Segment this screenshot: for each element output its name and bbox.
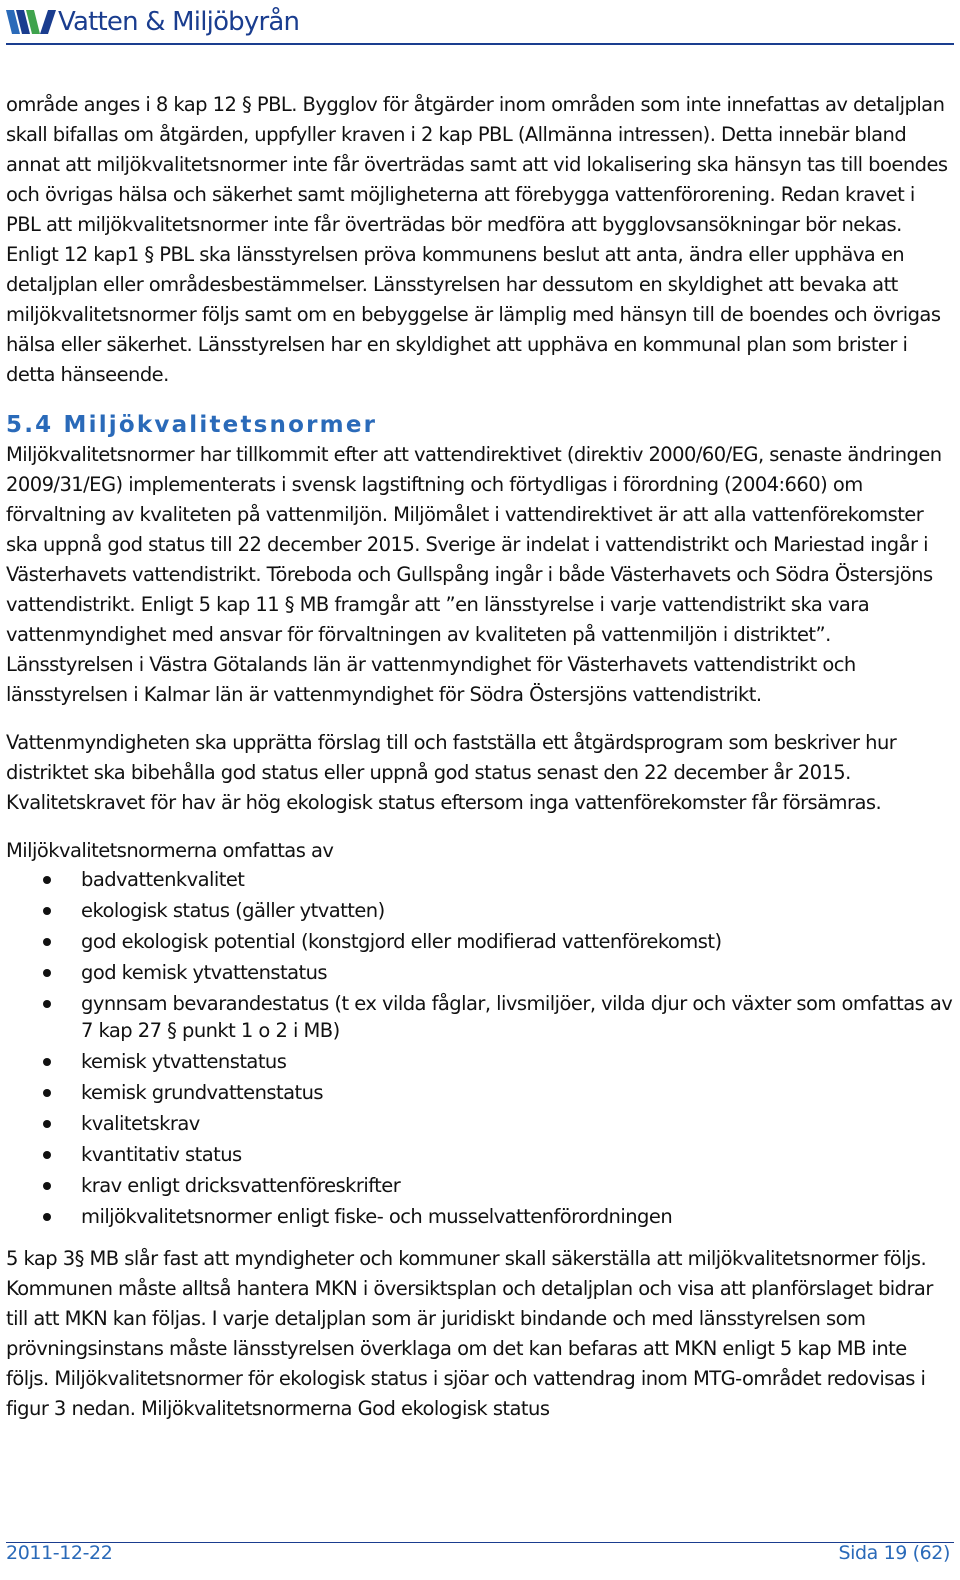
footer-date: 2011-12-22: [6, 1542, 113, 1564]
bullet-icon: [43, 1151, 51, 1159]
paragraph-vattendirektivet: Miljökvalitetsnormer har tillkommit efter att vattendirektivet (direktiv 2000/60/EG, senaste ändringen 2009/31/EG) implementerats i svensk lagstiftning och förtydligas i förordning (2004:660) om förvaltning av kvaliteten på vattenmiljön. Miljömålet i vattendirektivet är att alla vattenförekomster ska uppnå god status till 22 december 2015. Sverige är indelat i vattendistrikt och Mariestad ingår i Västerhavets vattendistrikt. Töreboda och Gullspång ingår i både Västerhavets och Södra Östersjöns vattendistrikt. Enligt 5 kap 11 § MB framgår att ”en länsstyrelse i varje vattendistrikt ska vara vattenmyndighet med ansvar för förvaltningen av kvaliteten på vattenmiljön i distriktet”. Länsstyrelsen i Västra Götalands län är vattenmyndighet för Västerhavets vattendistrikt och länsstyrelsen i Kalmar län är vattenmyndighet för Södra Östersjöns vattendistrikt.: [6, 443, 942, 706]
list-item: gynnsam bevarandestatus (t ex vilda fåglar, livsmiljöer, vilda djur och växter som omfattas av 7 kap 27 § punkt 1 o 2 i MB): [6, 990, 954, 1044]
list-item: god kemisk ytvattenstatus: [6, 959, 954, 986]
footer-divider: [6, 1542, 954, 1543]
list-item: krav enligt dricksvattenföreskrifter: [6, 1172, 954, 1199]
list-item: kvalitetskrav: [6, 1110, 954, 1137]
paragraph-mkn-foljs: 5 kap 3§ MB slår fast att myndigheter och kommuner skall säkerställa att miljökvalitetsnormer följs. Kommunen måste alltså hantera MKN i översiktsplan och detaljplan och visa att planförslaget bidrar till att MKN kan följas. I varje detaljplan som är juridiskt bindande och med länsstyrelsen som prövningsinstans måste länsstyrelsen överklaga om det kan befaras att MKN enligt 5 kap MB inte följs. Miljökvalitetsnormer för ekologisk status i sjöar och vattendrag inom MTG-området redovisas i figur 3 nedan. Miljökvalitetsnormerna God ekologisk status: [6, 1247, 933, 1420]
bullet-icon: [43, 1182, 51, 1190]
list-intro: Miljökvalitetsnormerna omfattas av: [6, 839, 334, 862]
list-item: badvattenkvalitet: [6, 866, 954, 893]
document-body: [6, 90, 954, 1424]
page-header: [0, 0, 960, 48]
paragraph-atgardsprogram: Vattenmyndigheten ska upprätta förslag till och fastställa ett åtgärdsprogram som beskriver hur distriktet ska bibehålla god status eller uppnå god status senast den 22 december år 2015. Kvalitetskravet för hav är hög ekologisk status eftersom inga vattenförekomster får försämras.: [6, 731, 897, 814]
page-number: Sida 19 (62): [838, 1542, 950, 1564]
list-item: god ekologisk potential (konstgjord eller modifierad vattenförekomst): [6, 928, 954, 955]
page-footer: [0, 1538, 960, 1580]
bullet-icon: [43, 1058, 51, 1066]
bullet-icon: [43, 1000, 51, 1008]
bullet-icon: [43, 1213, 51, 1221]
company-logo: [6, 2, 299, 42]
logo-text: Vatten & Miljöbyrån: [58, 7, 300, 37]
paragraph-pbl: område anges i 8 kap 12 § PBL. Bygglov för åtgärder inom områden som inte innefattas av detaljplan skall bifallas om åtgärden, uppfyller kraven i 2 kap PBL (Allmänna intressen). Detta innebär bland annat att miljökvalitetsnormer inte får överträdas samt att vid lokalisering ska hänsyn tas till boendes och övrigas hälsa och säkerhet samt möjligheterna att förebygga vattenförorening. Redan kravet i PBL att miljökvalitetsnormer inte får överträdas bör medföra att bygglovsansökningar bör nekas. Enligt 12 kap1 § PBL ska länsstyrelsen pröva kommunens beslut att anta, ändra eller upphäva en detaljplan eller områdesbestämmelser. Länsstyrelsen har dessutom en skyldighet att bevaka att miljökvalitetsnormer följs samt om en bebyggelse är lämplig med hänsyn till de boendes och övrigas hälsa eller säkerhet. Länsstyrelsen har en skyldighet att upphäva en kommunal plan som brister i detta hänseende.: [6, 93, 948, 386]
header-divider: [6, 43, 954, 45]
bullet-icon: [43, 938, 51, 946]
wave-logo-icon: [6, 8, 56, 36]
bullet-icon: [43, 969, 51, 977]
bullet-icon: [43, 1089, 51, 1097]
list-item: ekologisk status (gäller ytvatten): [6, 897, 954, 924]
section-heading: 5.4 Miljökvalitetsnormer: [6, 412, 378, 438]
bullet-icon: [43, 907, 51, 915]
list-item: kemisk ytvattenstatus: [6, 1048, 954, 1075]
list-item: miljökvalitetsnormer enligt fiske- och musselvattenförordningen: [6, 1203, 954, 1230]
list-item: kvantitativ status: [6, 1141, 954, 1168]
list-item: kemisk grundvattenstatus: [6, 1079, 954, 1106]
mkn-list: [6, 866, 954, 1230]
bullet-icon: [43, 1120, 51, 1128]
bullet-icon: [43, 876, 51, 884]
